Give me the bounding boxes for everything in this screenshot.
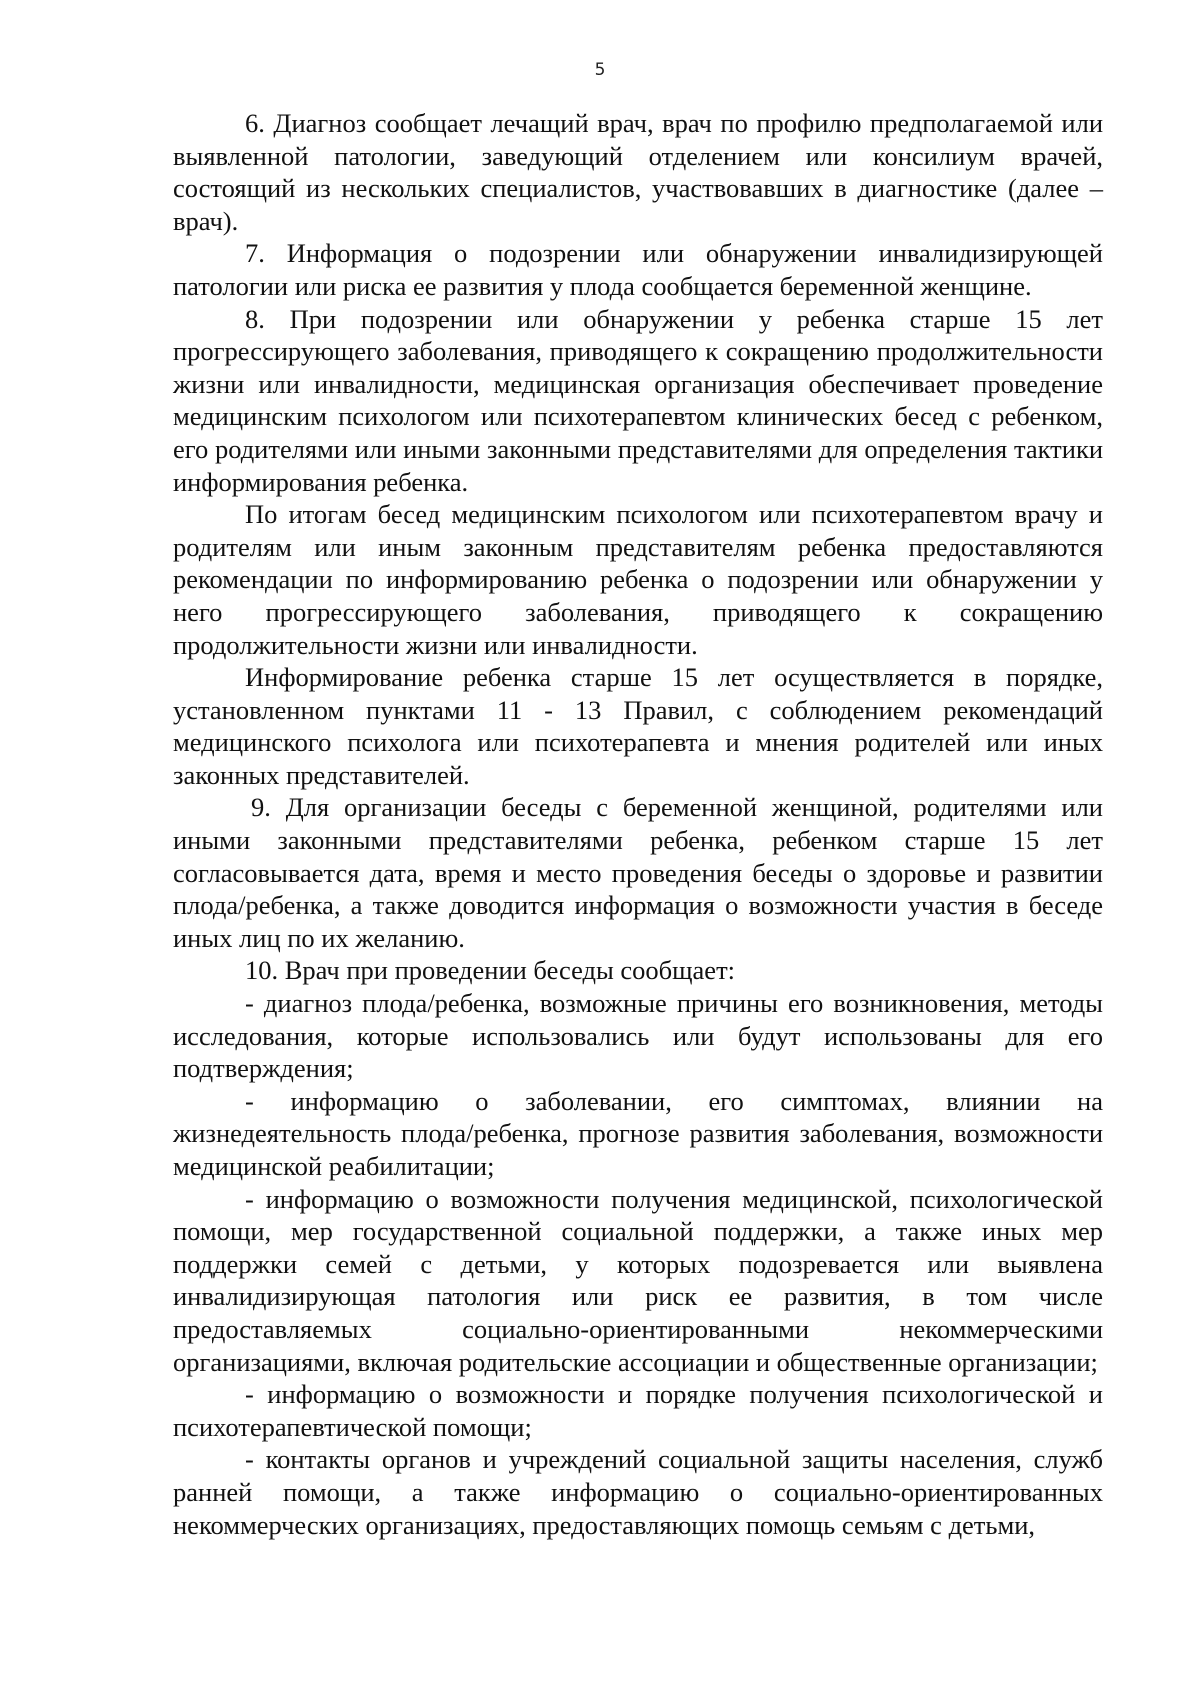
list-item-diagnosis: - диагноз плода/ребенка, возможные причины его возникновения, методы исследования, которые использовались или будут использованы для его подтверждения;	[173, 988, 1103, 1084]
paragraph-item-8: 8. При подозрении или обнаружении у ребенка старше 15 лет прогрессирующего заболевания, приводящего к сокращению продолжительности жизни или инвалидности, медицинская организация обеспечивает проведение медицинским психологом или психотерапевтом клинических бесед с ребенком, его родителями или иными законными представителями для определения тактики информирования ребенка.	[173, 303, 1103, 497]
document-body	[173, 107, 1103, 1541]
paragraph-item-7: 7. Информация о подозрении или обнаружении инвалидизирующей патологии или риска ее развития у плода сообщается беременной женщине.	[173, 238, 1103, 301]
paragraph-informing-child: Информирование ребенка старше 15 лет осуществляется в порядке, установленном пунктами 11 - 13 Правил, с соблюдением рекомендаций медицинского психолога или психотерапевта и мнения родителей или иных законных представителей.	[173, 662, 1103, 790]
paragraph-item-10: 10. Врач при проведении беседы сообщает:	[245, 955, 736, 986]
list-item-disease-info: - информацию о заболевании, его симптомах, влиянии на жизнедеятельность плода/ребенка, прогнозе развития заболевания, возможности медицинской реабилитации;	[173, 1085, 1103, 1181]
list-item-support-info: - информацию о возможности получения медицинской, психологической помощи, мер государственной социальной поддержки, а также иных мер поддержки семей с детьми, у которых подозревается или выявлена инвалидизирующая патология или риск ее развития, в том числе предоставляемых социально-ориентированными некоммерческими организациями, включая родительские ассоциации и общественные организации;	[173, 1183, 1103, 1377]
page-number: 5	[594, 60, 606, 80]
paragraph-item-9: 9. Для организации беседы с беременной женщиной, родителями или иными законными представителями ребенка, ребенком старше 15 лет согласовывается дата, время и место проведения беседы о здоровье и развитии плода/ребенка, а также доводится информация о возможности участия в беседе иных лиц по их желанию.	[173, 792, 1103, 953]
list-item-contacts: - контакты органов и учреждений социальной защиты населения, служб ранней помощи, а также информацию о социально-ориентированных некоммерческих организациях, предоставляющих помощь семьям с детьми,	[173, 1444, 1103, 1540]
paragraph-item-6: 6. Диагноз сообщает лечащий врач, врач по профилю предполагаемой или выявленной патологии, заведующий отделением или консилиум врачей, состоящий из нескольких специалистов, участвовавших в диагностике (далее – врач).	[173, 108, 1103, 236]
paragraph-consultation-results: По итогам бесед медицинским психологом или психотерапевтом врачу и родителям или иным законным представителям ребенка предоставляются рекомендации по информированию ребенка о подозрении или обнаружении у него прогрессирующего заболевания, приводящего к сокращению продолжительности жизни или инвалидности.	[173, 499, 1103, 660]
list-item-psychological-help: - информацию о возможности и порядке получения психологической и психотерапевтической помощи;	[173, 1379, 1103, 1442]
